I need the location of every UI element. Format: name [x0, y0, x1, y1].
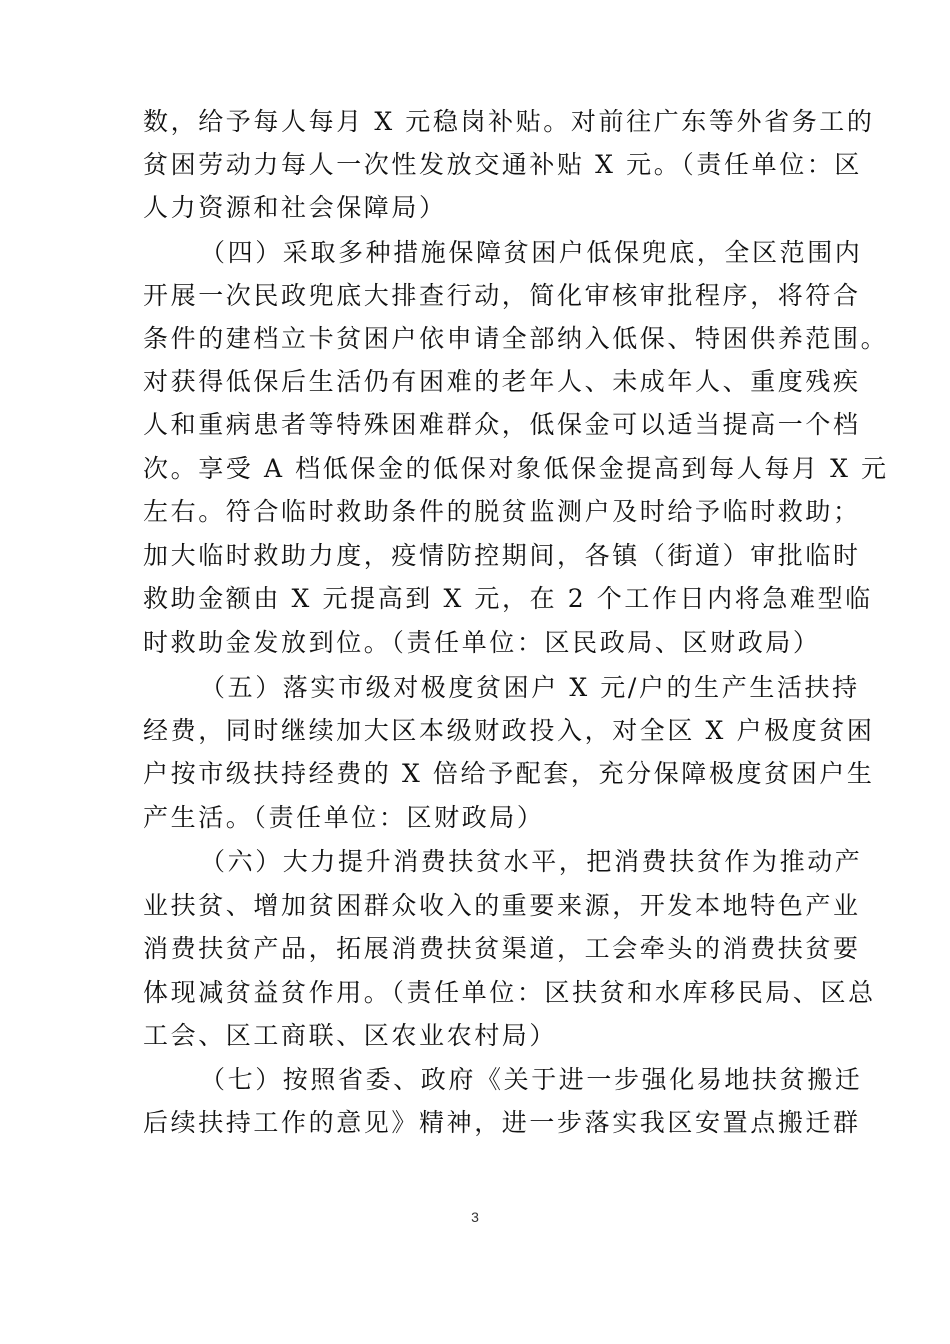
paragraph-start-6: （六）大力提升消费扶贫水平，把消费扶贫作为推动产 [200, 847, 863, 876]
text-line: 条件的建档立卡贫困户依申请全部纳入低保、特困供养范围。 [143, 324, 889, 353]
text-line: 经费，同时继续加大区本级财政投入，对全区 X 户极度贫困 [143, 716, 875, 745]
text-line: 体现减贫益贫作用。（责任单位：区扶贫和水库移民局、区总 [143, 978, 876, 1007]
text-line: 对获得低保后生活仍有困难的老年人、未成年人、重度残疾 [143, 367, 861, 396]
text-line: 人和重病患者等特殊困难群众，低保金可以适当提高一个档 [143, 410, 861, 439]
text-line: 工会、区工商联、区农业农村局） [143, 1021, 558, 1050]
page-number: 3 [471, 1209, 479, 1225]
text-line: 加大临时救助力度，疫情防控期间，各镇（街道）审批临时 [143, 541, 861, 570]
text-line: 业扶贫、增加贫困群众收入的重要来源，开发本地特色产业 [143, 891, 861, 920]
paragraph-start-5: （五）落实市级对极度贫困户 X 元/户的生产生活扶持 [200, 673, 860, 702]
text-line: 时救助金发放到位。（责任单位：区民政局、区财政局） [143, 628, 821, 657]
text-line: 产生活。（责任单位：区财政局） [143, 803, 545, 832]
text-line: 开展一次民政兜底大排查行动，简化审核审批程序，将符合 [143, 281, 861, 310]
text-line: 人力资源和社会保障局） [143, 193, 447, 222]
text-line: 救助金额由 X 元提高到 X 元，在 2 个工作日内将急难型临 [143, 584, 873, 613]
paragraph-start-4: （四）采取多种措施保障贫困户低保兜底，全区范围内 [200, 238, 863, 267]
text-line: 消费扶贫产品，拓展消费扶贫渠道，工会牵头的消费扶贫要 [143, 934, 861, 963]
text-line: 左右。符合临时救助条件的脱贫监测户及时给予临时救助； [143, 497, 861, 526]
paragraph-start-7: （七）按照省委、政府《关于进一步强化易地扶贫搬迁 [200, 1065, 863, 1094]
text-line: 户按市级扶持经费的 X 倍给予配套，充分保障极度贫困户生 [143, 759, 875, 788]
text-line: 贫困劳动力每人一次性发放交通补贴 X 元。（责任单位：区 [143, 150, 862, 179]
text-line: 后续扶持工作的意见》精神，进一步落实我区安置点搬迁群 [143, 1108, 861, 1137]
text-line: 数，给予每人每月 X 元稳岗补贴。对前往广东等外省务工的 [143, 107, 875, 136]
text-line: 次。享受 A 档低保金的低保对象低保金提高到每人每月 X 元 [143, 454, 889, 483]
